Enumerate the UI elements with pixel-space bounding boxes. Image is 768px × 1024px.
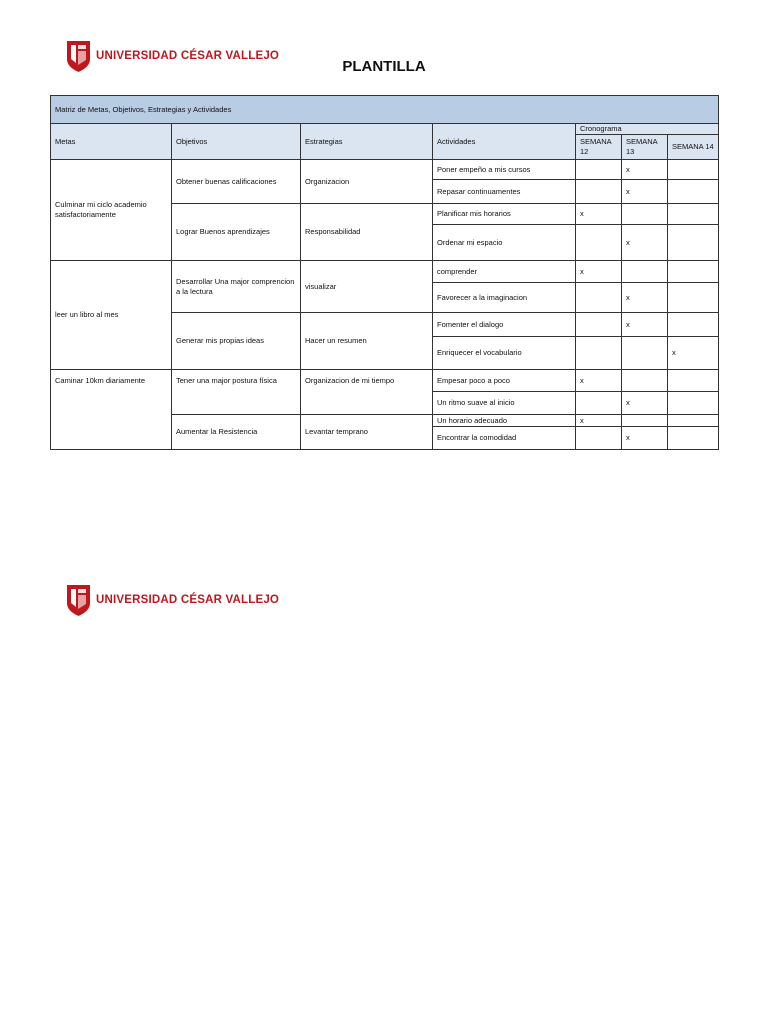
actividad-cell: Ordenar mi espacio (433, 225, 576, 261)
schedule-mark: x (576, 204, 622, 225)
actividad-cell: Encontrar la comodidad (433, 427, 576, 450)
schedule-mark (668, 313, 719, 337)
schedule-mark (622, 204, 668, 225)
actividad-cell: comprender (433, 261, 576, 283)
actividad-cell: Favorecer a la imaginacion (433, 283, 576, 313)
schedule-mark: x (622, 283, 668, 313)
schedule-mark (576, 427, 622, 450)
meta-cell: Culminar mi ciclo academio satisfactoriamente (51, 160, 172, 261)
objetivo-cell: Desarrollar Una major comprencion a la lectura (172, 261, 301, 313)
schedule-mark (668, 283, 719, 313)
estrategia-cell: Levantar temprano (301, 415, 433, 450)
week-header: SEMANA 13 (622, 135, 668, 160)
actividad-cell: Fomenter el dialogo (433, 313, 576, 337)
schedule-mark (668, 160, 719, 180)
schedule-mark: x (622, 160, 668, 180)
meta-cell: leer un libro al mes (51, 261, 172, 370)
objetivo-cell: Tener una major postura física (172, 370, 301, 415)
schedule-mark (668, 415, 719, 427)
logo-wordmark: UNIVERSIDAD CÉSAR VALLEJO (96, 594, 280, 606)
estrategia-cell: Responsabilidad (301, 204, 433, 261)
column-header-actividades: Actividades (433, 124, 576, 160)
schedule-mark: x (576, 370, 622, 392)
objetivo-cell: Obtener buenas calificaciones (172, 160, 301, 204)
shield-emblem-icon (66, 583, 91, 617)
logo-wordmark: UNIVERSIDAD CÉSAR VALLEJO (96, 50, 280, 62)
table-heading: Matriz de Metas, Objetivos, Estrategias y Actividades (51, 96, 719, 124)
objetivo-cell: Generar mis propias ideas (172, 313, 301, 370)
estrategia-cell: Hacer un resumen (301, 313, 433, 370)
actividad-cell: Enriquecer el vocabulario (433, 337, 576, 370)
estrategia-cell: Organizacion de mi tiempo (301, 370, 433, 415)
schedule-mark: x (622, 427, 668, 450)
schedule-mark (668, 204, 719, 225)
actividad-cell: Empesar poco a poco (433, 370, 576, 392)
schedule-mark: x (622, 180, 668, 204)
schedule-mark (622, 370, 668, 392)
column-header-metas: Metas (51, 124, 172, 160)
week-header: SEMANA 12 (576, 135, 622, 160)
schedule-mark: x (622, 392, 668, 415)
schedule-mark: x (622, 313, 668, 337)
column-header-cronograma: Cronograma (576, 124, 719, 135)
schedule-mark (576, 337, 622, 370)
actividad-cell: Repasar continuamentes (433, 180, 576, 204)
schedule-mark (576, 313, 622, 337)
schedule-mark: x (668, 337, 719, 370)
column-header-objetivos: Objetivos (172, 124, 301, 160)
objetivo-cell: Aumentar la Resistencia (172, 415, 301, 450)
schedule-mark (576, 180, 622, 204)
schedule-mark: x (576, 261, 622, 283)
university-logo (66, 583, 279, 617)
schedule-mark (622, 261, 668, 283)
week-header: SEMANA 14 (668, 135, 719, 160)
schedule-mark: x (622, 225, 668, 261)
actividad-cell: Planificar mis horarios (433, 204, 576, 225)
schedule-mark (668, 261, 719, 283)
schedule-mark (622, 415, 668, 427)
actividad-cell: Un ritmo suave al inicio (433, 392, 576, 415)
schedule-mark (576, 160, 622, 180)
schedule-mark (622, 337, 668, 370)
schedule-mark (668, 427, 719, 450)
schedule-mark (576, 392, 622, 415)
schedule-mark (668, 392, 719, 415)
meta-cell: Caminar 10km diariamente (51, 370, 172, 450)
actividad-cell: Un horario adecuado (433, 415, 576, 427)
estrategia-cell: visualizar (301, 261, 433, 313)
goals-matrix-table (50, 95, 719, 450)
schedule-mark (668, 370, 719, 392)
schedule-mark: x (576, 415, 622, 427)
column-header-estrategias: Estrategias (301, 124, 433, 160)
objetivo-cell: Lograr Buenos aprendizajes (172, 204, 301, 261)
schedule-mark (576, 283, 622, 313)
schedule-mark (668, 180, 719, 204)
schedule-mark (668, 225, 719, 261)
document-title: PLANTILLA (342, 58, 426, 75)
schedule-mark (576, 225, 622, 261)
actividad-cell: Poner empeño a mis cursos (433, 160, 576, 180)
estrategia-cell: Organizacion (301, 160, 433, 204)
